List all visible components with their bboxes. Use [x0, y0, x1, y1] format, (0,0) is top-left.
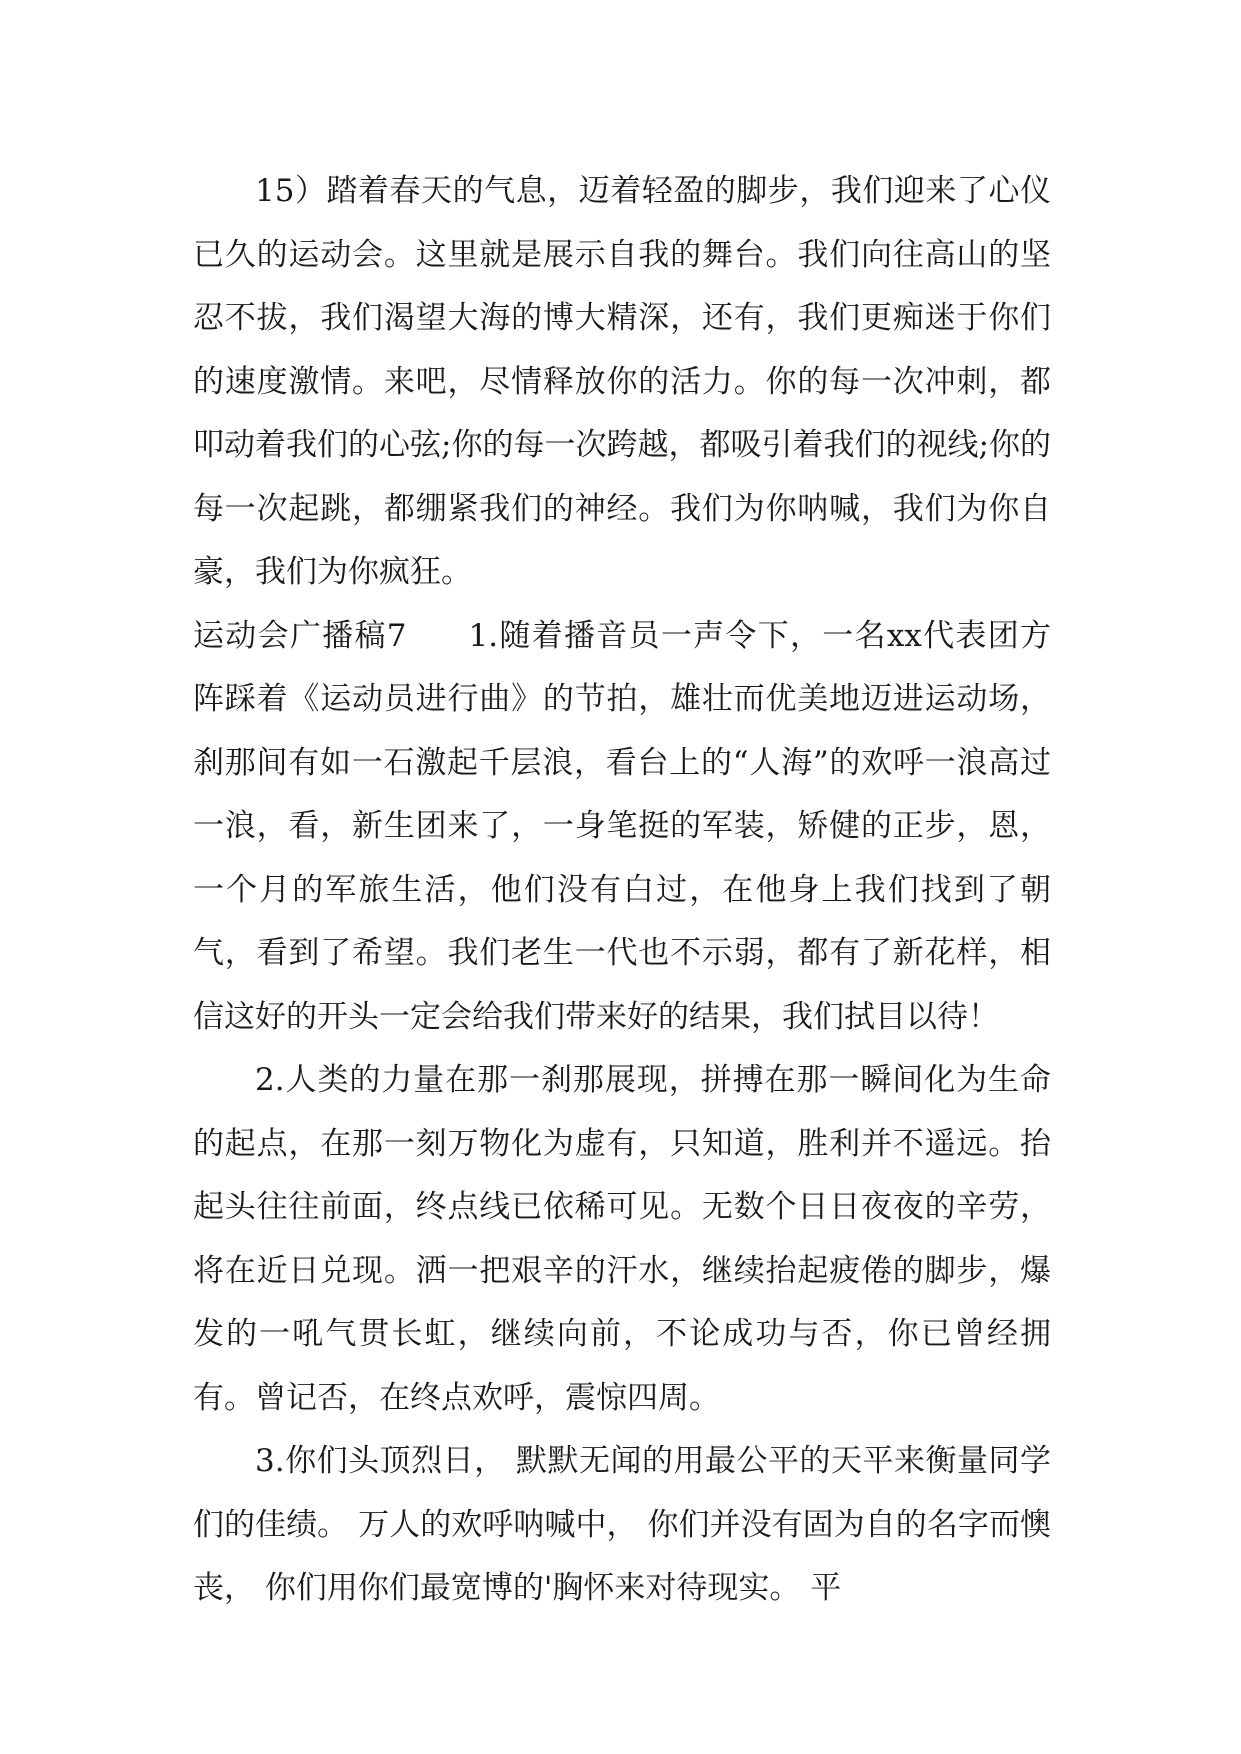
section-item-3: 3.你们头顶烈日， 默默无闻的用最公平的天平来衡量同学们的佳绩。 万人的欢呼呐喊中， 你们并没有固为自的名字而懊丧， 你们用你们最宽博的'胸怀来对待现实。 平 — [193, 1443, 1051, 1606]
paragraph-15: 15）踏着春天的气息，迈着轻盈的脚步，我们迎来了心仪已久的运动会。这里就是展示自我的舞台。我们向往高山的坚忍不拔，我们渴望大海的博大精深，还有，我们更痴迷于你们的速度激情。来吧，尽情释放你的活力。你的每一次冲刺，都叩动着我们的心弦;你的每一次跨越，都吸引着我们的视线;你的每一次起跳，都绷紧我们的神经。我们为你呐喊，我们为你自豪，我们为你疯狂。 — [193, 173, 1051, 590]
section-item-2: 2.人类的力量在那一刹那展现，拼搏在那一瞬间化为生命的起点，在那一刻万物化为虚有，只知道，胜利并不遥远。抬起头往往前面，终点线已依稀可见。无数个日日夜夜的辛劳，将在近日兑现。洒一把艰辛的汗水，继续抬起疲倦的脚步，爆发的一吼气贯长虹，继续向前，不论成功与否，你已曾经拥有。曾记否，在终点欢呼，震惊四周。 — [193, 1062, 1051, 1416]
document-page — [193, 160, 1051, 1621]
section-item-1: 1.随着播音员一声令下，一名xx代表团方阵踩着《运动员进行曲》的节拍，雄壮而优美地迈进运动场，刹那间有如一石激起千层浪，看台上的“人海”的欢呼一浪高过一浪，看，新生团来了，一身笔挺的军装，矫健的正步，恩，一个月的军旅生活，他们没有白过，在他身上我们找到了朝气，看到了希望。我们老生一代也不示弱，都有了新花样，相信这好的开头一定会给我们带来好的结果，我们拭目以待！ — [193, 617, 1051, 1035]
section-title: 运动会广播稿7 — [193, 617, 407, 654]
section-block — [193, 605, 1051, 1050]
